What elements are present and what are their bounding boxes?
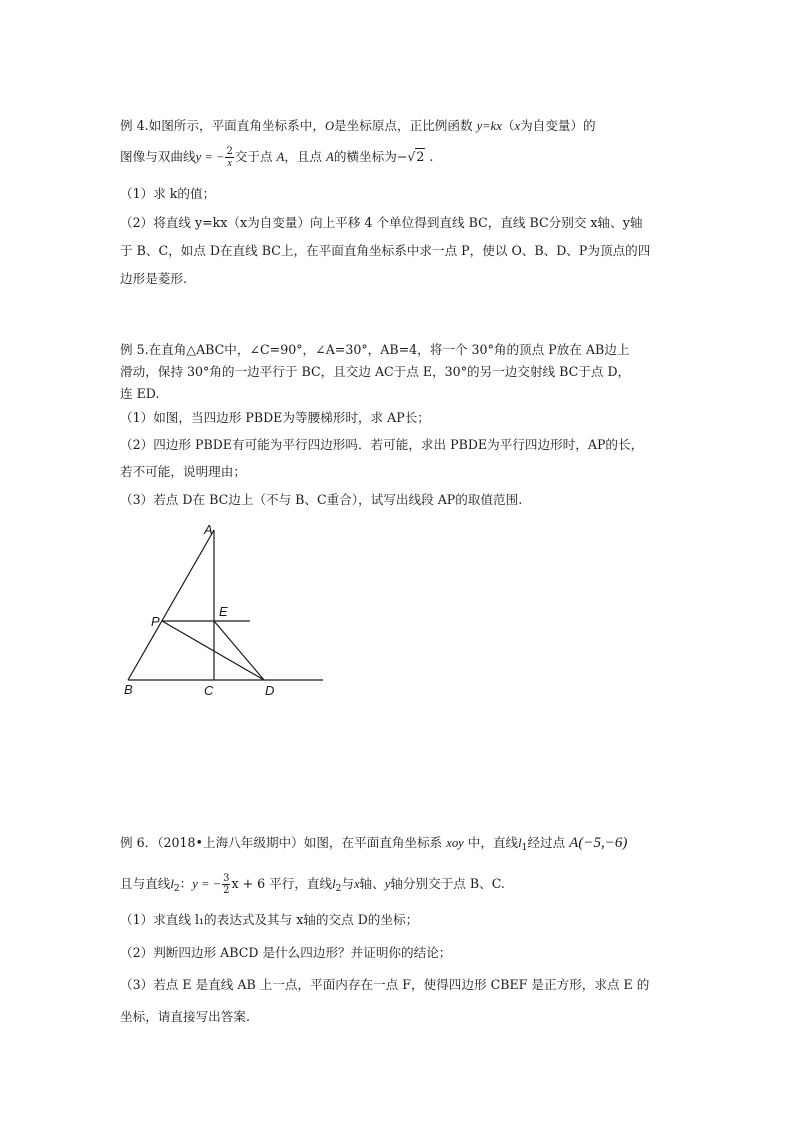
ex6-text: 中，直线 (463, 835, 519, 850)
label-E: E (219, 604, 228, 619)
ex6-line-l: l (332, 877, 336, 891)
ex6-line-l: l (170, 877, 174, 891)
ex6-text: 轴分别交于点 B、C. (390, 876, 505, 891)
ex6-var-y: y (384, 877, 391, 891)
ex6-point-A-coordinates: A(−5,−6) (569, 835, 628, 851)
ex6-question-2: （2）判断四边形 ABCD 是什么四边形？并证明你的结论； (120, 945, 452, 960)
ex4-text: 是坐标原点，正比例函数 (334, 118, 477, 133)
ex6-line-1 (120, 835, 627, 856)
ex6-text: 例 6．（2018•上海八年级期中）如图，在平面直角坐标系 (120, 835, 447, 850)
triangle-figure (118, 518, 330, 698)
ex5-line-2: 滑动，保持 30°角的一边平行于 BC，且交边 AC于点 E，30°的另一边交射线 BC于点 D， (120, 364, 631, 379)
ex4-fraction (225, 146, 233, 169)
ex4-var-x: x (514, 119, 521, 133)
ex6-coord-system-xoy: xoy (446, 836, 464, 850)
subscript-1: 1 (521, 843, 528, 853)
ex4-question-2-line-2: 于 B、C，如点 D在直线 BC上，在平面直角坐标系中求一点 P，使以 O、B、D、P为顶点的四 (120, 243, 651, 258)
ex4-text: 例 4.如图所示，平面直角坐标系中， (120, 118, 325, 133)
ex6-var-x: x (353, 877, 360, 891)
ex4-line-2 (120, 146, 433, 169)
fraction-denominator: x (227, 158, 232, 169)
ex4-text: 的横坐标为 (333, 149, 397, 164)
ex6-text: 且与直线 (120, 876, 171, 891)
sqrt-radicand: 2 (416, 149, 425, 164)
fraction-denominator: 2 (223, 885, 230, 896)
ex4-text: （ (501, 118, 515, 133)
segment-AB (128, 530, 214, 680)
ex5-question-1: （1）如图，当四边形 PBDE为等腰梯形时，求 AP长； (120, 410, 430, 425)
ex4-text: 交于点 (234, 149, 277, 164)
ex6-question-3-line-1: （3）若点 E 是直线 AB 上一点，平面内存在一点 F，使得四边形 CBEF 是正方形，求点 E 的 (120, 977, 650, 992)
ex4-line-1 (120, 118, 596, 134)
ex6-text: ： (179, 876, 193, 891)
label-C: C (204, 683, 214, 698)
subscript-2: 2 (173, 884, 180, 894)
ex6-line-l: l (518, 836, 522, 850)
label-P: P (151, 614, 160, 629)
ex6-question-1: （1）求直线 l₁的表达式及其与 x轴的交点 D的坐标； (120, 912, 419, 927)
ex6-question-3-line-2: 坐标，请直接写出答案. (120, 1009, 250, 1024)
ex4-text: ，且点 (284, 149, 327, 164)
ex4-point-A: A (276, 150, 285, 164)
ex5-question-2-line-2: 若不可能，说明理由； (120, 464, 246, 479)
ex5-line-3: 连 ED. (120, 386, 160, 401)
ex4-minus: − (396, 149, 408, 164)
ex5-question-3: （3）若点 D在 BC边上（不与 B、C重合），试写出线段 AP的取值范围. (120, 492, 523, 507)
label-B: B (124, 682, 133, 697)
label-A: A (204, 522, 213, 537)
ex5-question-2-line-1: （2）四边形 PBDE有可能为平行四边形吗．若可能，求出 PBDE为平行四边形时，AP的长， (120, 437, 644, 452)
ex4-text: . (425, 149, 434, 164)
ex4-hyperbola-lhs: y = − (195, 150, 225, 164)
ex4-question-2-line-1: （2）将直线 y=kx（x为自变量）向上平移 4 个单位得到直线 BC，直线 BC分别交 x轴、y轴 (120, 215, 643, 230)
ex4-text: 图像与双曲线 (120, 149, 196, 164)
segment-PD (162, 621, 264, 680)
ex4-question-1: （1）求 k的值； (120, 186, 216, 201)
ex4-question-2-line-3: 边形是菱形. (120, 271, 187, 286)
ex6-equation-lhs: y = − (192, 877, 222, 891)
sqrt-symbol: √ (407, 149, 416, 164)
ex4-function-ykx: y=kx (476, 119, 502, 133)
fraction-numerator: 3 (223, 873, 230, 884)
ex5-line-1: 例 5.在直角△ABC中，∠C=90°，∠A=30°，AB=4，将一个 30°角的顶点 P放在 AB边上 (120, 342, 630, 357)
subscript-2: 2 (335, 884, 342, 894)
label-D: D (265, 683, 275, 698)
ex6-text: x + 6 平行，直线 (231, 876, 333, 891)
ex4-point-A: A (326, 150, 334, 164)
ex6-text: 经过点 (527, 835, 570, 850)
ex6-line-2 (120, 873, 505, 897)
fraction-numerator: 2 (226, 146, 233, 157)
ex4-text: 为自变量）的 (520, 118, 596, 133)
ex6-fraction (222, 873, 230, 896)
ex6-text: 与 (341, 876, 354, 891)
ex6-text: 轴、 (359, 876, 385, 891)
ex4-point-O: O (324, 119, 335, 133)
segment-ED (214, 621, 264, 680)
